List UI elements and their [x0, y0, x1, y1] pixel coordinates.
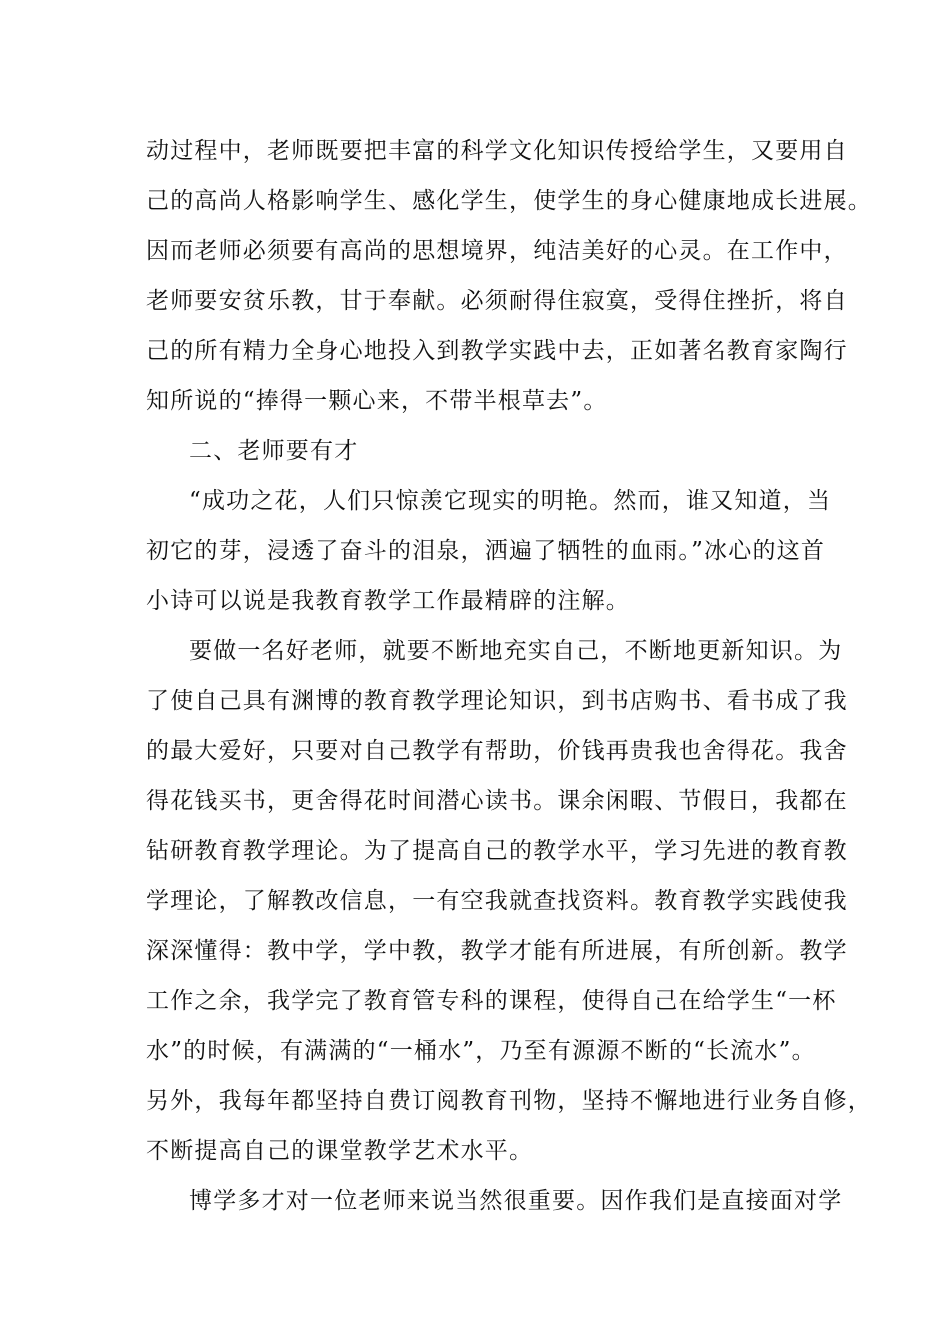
text-line: 要做一名好老师，就要不断地充实自己，不断地更新知识。为: [189, 638, 843, 664]
text-line: 知所说的“捧得一颗心来，不带半根草去”。: [146, 388, 608, 414]
text-line: 小诗可以说是我教育教学工作最精辟的注解。: [146, 588, 630, 614]
text-line: 得花钱买书，更舍得花时间潜心读书。课余闲暇、节假日，我都在: [146, 788, 848, 814]
text-line: 的最大爱好，只要对自己教学有帮助，价钱再贵我也舍得花。我舍: [146, 738, 848, 764]
text-line: 动过程中，老师既要把丰富的科学文化知识传授给学生，又要用自: [146, 138, 848, 164]
section-heading: 二、老师要有才: [189, 438, 359, 464]
text-line: 老师要安贫乐教，甘于奉献。必须耐得住寂寞，受得住挫折，将自: [146, 288, 848, 314]
text-line: 另外，我每年都坚持自费订阅教育刊物，坚持不懈地进行业务自修，: [146, 1088, 872, 1114]
text-line: 己的所有精力全身心地投入到教学实践中去，正如著名教育家陶行: [146, 338, 848, 364]
text-line: 了使自己具有渊博的教育教学理论知识，到书店购书、看书成了我: [146, 688, 848, 714]
text-line: 不断提高自己的课堂教学艺术水平。: [146, 1138, 534, 1164]
text-line: 初它的芽，浸透了奋斗的泪泉，洒遍了牺牲的血雨。”冰心的这首: [146, 538, 826, 564]
text-line: 工作之余，我学完了教育管专科的课程，使得自己在给学生“一杯: [146, 988, 837, 1014]
text-line: 己的高尚人格影响学生、感化学生，使学生的身心健康地成长进展。: [146, 188, 872, 214]
text-line: 钻研教育教学理论。为了提高自己的教学水平，学习先进的教育教: [146, 838, 848, 864]
text-line: “成功之花，人们只惊羡它现实的明艳。然而，谁又知道，当: [189, 488, 832, 514]
text-line: 学理论，了解教改信息，一有空我就查找资料。教育教学实践使我: [146, 888, 848, 914]
text-line: 博学多才对一位老师来说当然很重要。因作我们是直接面对学: [189, 1188, 843, 1214]
text-line: 水”的时候，有满满的“一桶水”，乃至有源源不断的“长流水”。: [146, 1038, 816, 1064]
text-line: 深深懂得：教中学，学中教，教学才能有所进展，有所创新。教学: [146, 938, 848, 964]
text-line: 因而老师必须要有高尚的思想境界，纯洁美好的心灵。在工作中，: [146, 238, 848, 264]
